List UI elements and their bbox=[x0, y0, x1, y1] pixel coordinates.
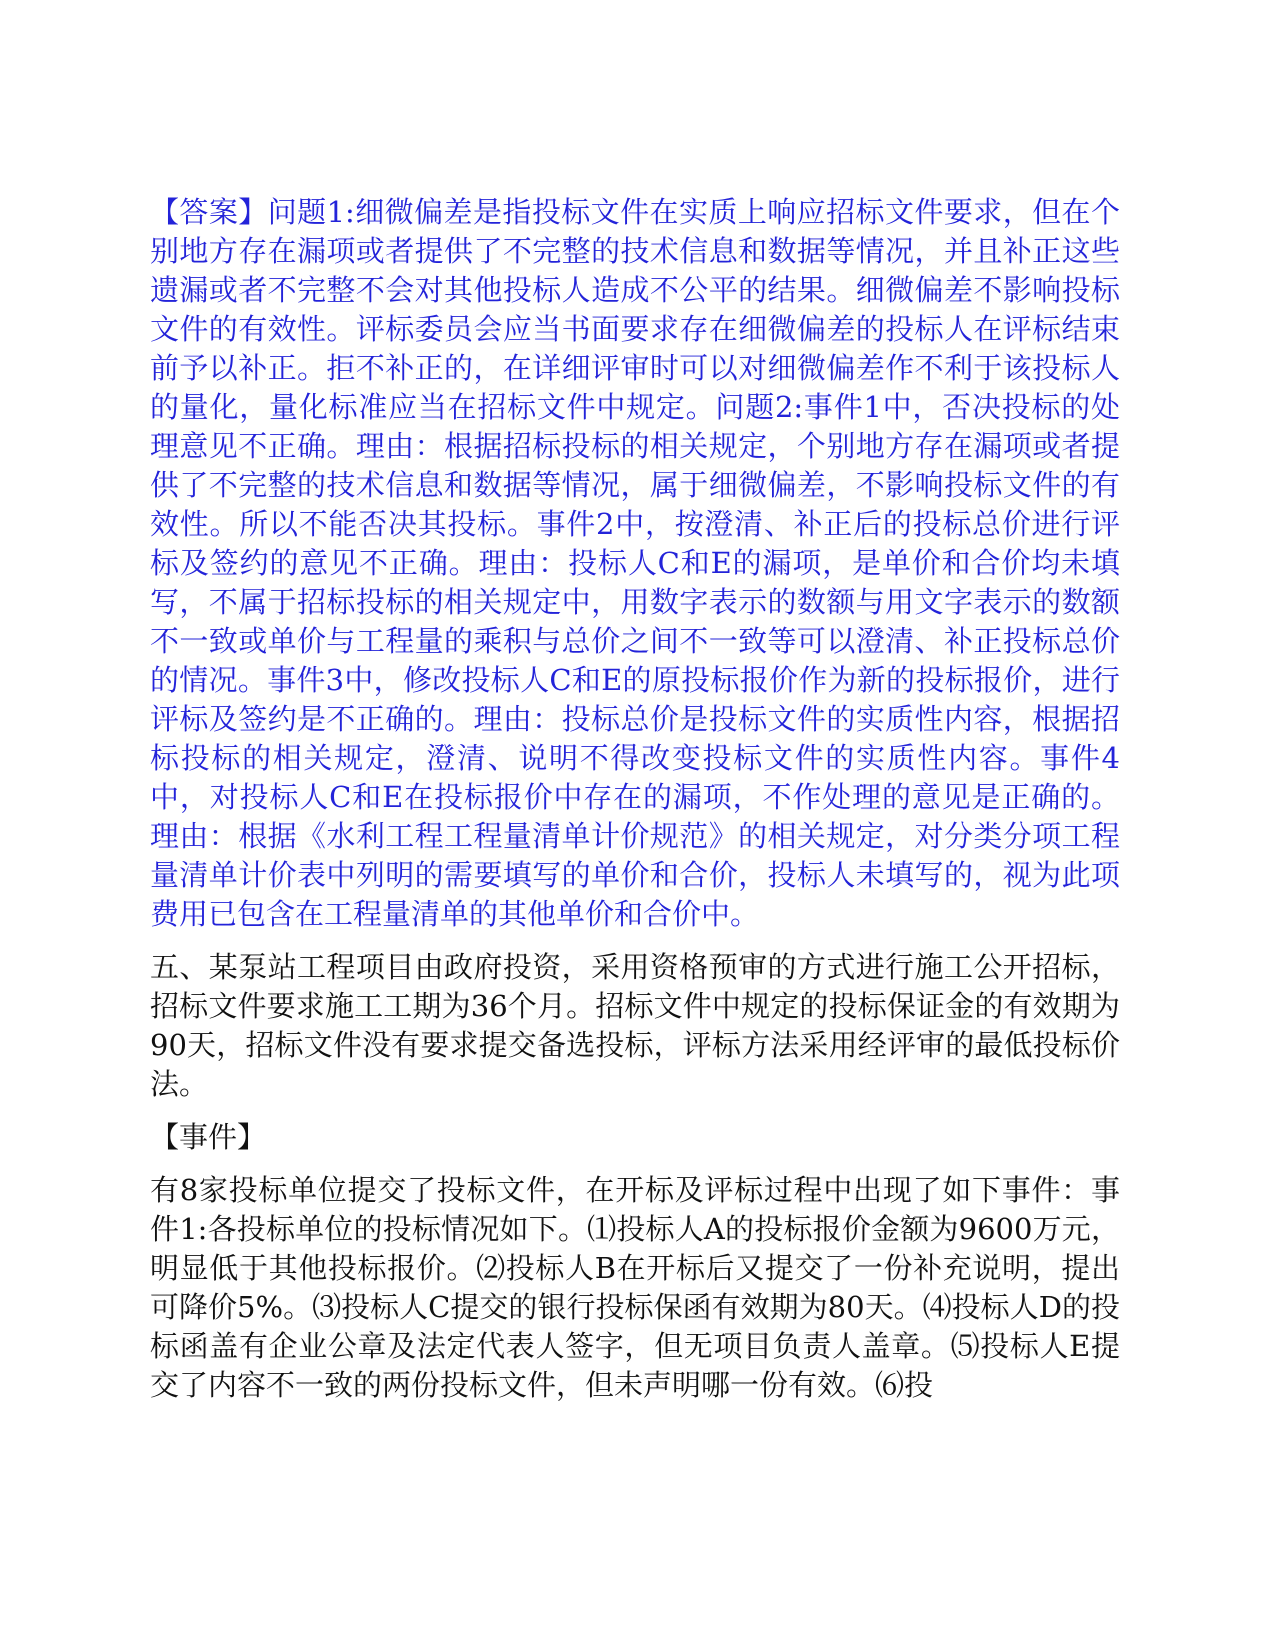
section-heading: 【事件】 bbox=[150, 1120, 267, 1154]
question-intro-paragraph: 五、某泵站工程项目由政府投资，采用资格预审的方式进行施工公开招标，招标文件要求施工工期为36个月。招标文件中规定的投标保证金的有效期为90天，招标文件没有要求提交备选投标，评标方法采用经评审的最低投标价法。 bbox=[150, 950, 1120, 1101]
events-paragraph: 有8家投标单位提交了投标文件，在开标及评标过程中出现了如下事件：事件1:各投标单位的投标情况如下。⑴投标人A的投标报价金额为9600万元，明显低于其他投标报价。⑵投标人B在开标后又提交了一份补充说明，提出可降价5%。⑶投标人C提交的银行投标保函有效期为80天。⑷投标人D的投标函盖有企业公章及法定代表人签字，但无项目负责人盖章。⑸投标人E提交了内容不一致的两份投标文件，但未声明哪一份有效。⑹投 bbox=[150, 1173, 1120, 1402]
answer-paragraph: 【答案】问题1:细微偏差是指投标文件在实质上响应招标文件要求，但在个别地方存在漏项或者提供了不完整的技术信息和数据等情况，并且补正这些遗漏或者不完整不会对其他投标人造成不公平的结果。细微偏差不影响投标文件的有效性。评标委员会应当书面要求存在细微偏差的投标人在评标结束前予以补正。拒不补正的，在详细评审时可以对细微偏差作不利于该投标人的量化，量化标准应当在招标文件中规定。问题2:事件1中，否决投标的处理意见不正确。理由：根据招标投标的相关规定，个别地方存在漏项或者提供了不完整的技术信息和数据等情况，属于细微偏差，不影响投标文件的有效性。所以不能否决其投标。事件2中，按澄清、补正后的投标总价进行评标及签约的意见不正确。理由：投标人C和E的漏项，是单价和合价均未填写，不属于招标投标的相关规定中，用数字表示的数额与用文字表示的数额不一致或单价与工程量的乘积与总价之间不一致等可以澄清、补正投标总价的情况。事件3中，修改投标人C和E的原投标报价作为新的投标报价，进行评标及签约是不正确的。理由：投标总价是投标文件的实质性内容，根据招标投标的相关规定，澄清、说明不得改变投标文件的实质性内容。事件4中，对投标人C和E在投标报价中存在的漏项，不作处理的意见是正确的。理由：根据《水利工程工程量清单计价规范》的相关规定，对分类分项工程量清单计价表中列明的需要填写的单价和合价，投标人未填写的，视为此项费用已包含在工程量清单的其他单价和合价中。 bbox=[150, 195, 1120, 931]
page-content bbox=[150, 193, 1120, 1405]
